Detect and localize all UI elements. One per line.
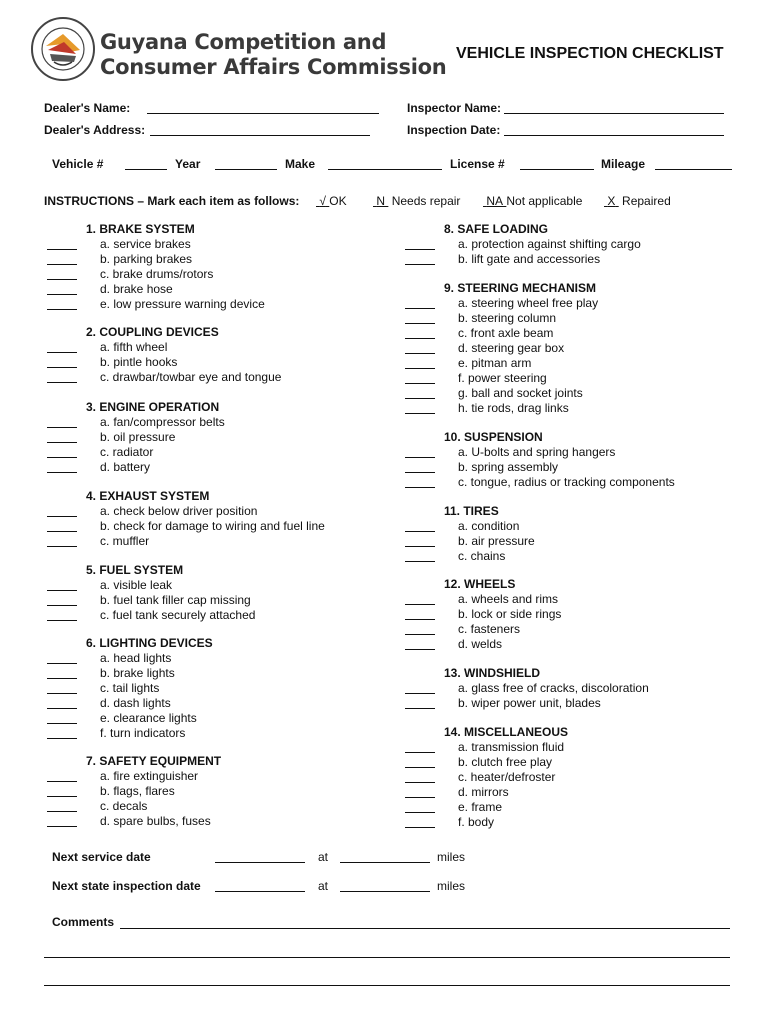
checklist-item: b. steering column (458, 311, 557, 325)
checklist-mark-blank[interactable] (405, 604, 435, 605)
section-title: 9. STEERING MECHANISM (444, 281, 597, 295)
next-state-date-field[interactable] (215, 891, 305, 892)
document-title: VEHICLE INSPECTION CHECKLIST (456, 45, 724, 62)
checklist-item: a. wheels and rims (458, 592, 559, 606)
checklist-item: b. fuel tank filler cap missing (100, 593, 251, 607)
vehicle-field[interactable] (125, 169, 167, 170)
checklist-mark-blank[interactable] (405, 338, 435, 339)
checklist-item: a. check below driver position (100, 504, 258, 518)
checklist-mark-blank[interactable] (47, 472, 77, 473)
checklist-mark-blank[interactable] (47, 590, 77, 591)
checklist-mark-blank[interactable] (405, 693, 435, 694)
legend-needs-mark: N (376, 194, 386, 208)
checklist-item: h. tie rods, drag links (458, 401, 569, 415)
next-service-at: at (318, 850, 329, 864)
checklist-mark-blank[interactable] (47, 442, 77, 443)
next-service-label: Next service date (52, 850, 151, 864)
inspector-name-field[interactable] (504, 113, 724, 114)
section-title: 10. SUSPENSION (444, 430, 543, 444)
checklist-mark-blank[interactable] (47, 546, 77, 547)
checklist-item: e. clearance lights (100, 711, 197, 725)
checklist-item: a. visible leak (100, 578, 173, 592)
next-state-inspection-label: Next state inspection date (52, 879, 201, 893)
checklist-mark-blank[interactable] (47, 620, 77, 621)
checklist-item: c. tail lights (100, 681, 160, 695)
checklist-item: d. steering gear box (458, 341, 565, 355)
checklist-mark-blank[interactable] (47, 723, 77, 724)
legend-na-text: Not applicable (506, 194, 583, 208)
checklist-item: a. fire extinguisher (100, 769, 199, 783)
checklist-item: c. chains (458, 549, 506, 563)
dealers-address-label: Dealer's Address: (44, 123, 146, 137)
checklist-item: c. fasteners (458, 622, 521, 636)
checklist-item: c. decals (100, 799, 148, 813)
checklist-item: a. glass free of cracks, discoloration (458, 681, 649, 695)
checklist-mark-blank[interactable] (47, 279, 77, 280)
legend-ok (316, 194, 347, 208)
checklist-item: b. clutch free play (458, 755, 553, 769)
legend-ok-mark: √ (319, 194, 326, 208)
checklist-mark-blank[interactable] (405, 531, 435, 532)
section-title: 1. BRAKE SYSTEM (86, 222, 195, 236)
checklist-item: a. steering wheel free play (458, 296, 599, 310)
checklist-mark-blank[interactable] (47, 781, 77, 782)
checklist-mark-blank[interactable] (405, 398, 435, 399)
section-title: 3. ENGINE OPERATION (86, 400, 220, 414)
checklist-item: d. spare bulbs, fuses (100, 814, 211, 828)
checklist-item: e. low pressure warning device (100, 297, 265, 311)
org-name-line1: Guyana Competition and (100, 30, 387, 54)
checklist-item: a. condition (458, 519, 520, 533)
inspection-date-label: Inspection Date: (407, 123, 501, 137)
checklist-item: e. frame (458, 800, 503, 814)
checklist-item: d. dash lights (100, 696, 171, 710)
inspector-name-label: Inspector Name: (407, 101, 502, 115)
commission-logo (30, 16, 96, 82)
license-label: License # (450, 157, 505, 171)
checklist-mark-blank[interactable] (47, 382, 77, 383)
legend-repaired-text: Repaired (622, 194, 671, 208)
checklist-mark-blank[interactable] (47, 531, 77, 532)
checklist-item: b. parking brakes (100, 252, 193, 266)
next-state-miles: miles (437, 879, 466, 893)
checklist-item: d. brake hose (100, 282, 173, 296)
org-name-line2: Consumer Affairs Commission (100, 55, 447, 79)
legend-ok-text: OK (329, 194, 347, 208)
checklist-item: b. check for damage to wiring and fuel line (100, 519, 325, 533)
section-title: 5. FUEL SYSTEM (86, 563, 184, 577)
checklist-item: b. brake lights (100, 666, 175, 680)
license-field[interactable] (520, 169, 594, 170)
checklist-item: d. mirrors (458, 785, 509, 799)
dealers-address-field[interactable] (150, 135, 370, 136)
next-service-miles-field[interactable] (340, 862, 430, 863)
legend-needs-repair (373, 194, 460, 208)
checklist-mark-blank[interactable] (47, 663, 77, 664)
checklist-mark-blank[interactable] (47, 693, 77, 694)
checklist-mark-blank[interactable] (47, 264, 77, 265)
checklist-item: a. transmission fluid (458, 740, 565, 754)
checklist-mark-blank[interactable] (47, 249, 77, 250)
checklist-mark-blank[interactable] (47, 516, 77, 517)
legend-needs-text: Needs repair (391, 194, 461, 208)
section-title: 11. TIRES (444, 504, 499, 518)
checklist-mark-blank[interactable] (405, 472, 435, 473)
comments-label: Comments (52, 915, 115, 929)
vehicle-label: Vehicle # (52, 157, 104, 171)
checklist-item: f. turn indicators (100, 726, 186, 740)
section-title: 6. LIGHTING DEVICES (86, 636, 213, 650)
checklist-mark-blank[interactable] (405, 767, 435, 768)
section-title: 2. COUPLING DEVICES (86, 325, 219, 339)
checklist-item: c. radiator (100, 445, 154, 459)
checklist-mark-blank[interactable] (47, 427, 77, 428)
checklist-item: b. pintle hooks (100, 355, 178, 369)
checklist-mark-blank[interactable] (405, 487, 435, 488)
legend-x-mark: X (607, 194, 616, 208)
checklist-item: a. service brakes (100, 237, 191, 251)
checklist-mark-blank[interactable] (405, 827, 435, 828)
checklist-item: d. battery (100, 460, 151, 474)
checklist-item: b. wiper power unit, blades (458, 696, 601, 710)
checklist-item: a. fan/compressor belts (100, 415, 225, 429)
comments-line-2[interactable] (44, 957, 730, 958)
checklist-mark-blank[interactable] (405, 797, 435, 798)
checklist-mark-blank[interactable] (47, 309, 77, 310)
year-label: Year (175, 157, 201, 171)
make-field[interactable] (328, 169, 442, 170)
checklist-mark-blank[interactable] (47, 708, 77, 709)
checklist-item: a. protection against shifting cargo (458, 237, 641, 251)
checklist-mark-blank[interactable] (405, 782, 435, 783)
checklist-item: b. lift gate and accessories (458, 252, 601, 266)
checklist-mark-blank[interactable] (405, 619, 435, 620)
checklist-mark-blank[interactable] (405, 383, 435, 384)
checklist-mark-blank[interactable] (405, 457, 435, 458)
org-name (100, 30, 446, 80)
dealers-name-field[interactable] (147, 113, 379, 114)
checklist-item: a. head lights (100, 651, 172, 665)
checklist-item: c. tongue, radius or tracking components (458, 475, 675, 489)
mileage-field[interactable] (655, 169, 732, 170)
checklist-mark-blank[interactable] (405, 249, 435, 250)
checklist-mark-blank[interactable] (405, 812, 435, 813)
checklist-mark-blank[interactable] (405, 649, 435, 650)
next-state-miles-field[interactable] (340, 891, 430, 892)
checklist-mark-blank[interactable] (405, 308, 435, 309)
checklist-mark-blank[interactable] (405, 708, 435, 709)
checklist-item: e. pitman arm (458, 356, 532, 370)
year-field[interactable] (215, 169, 277, 170)
checklist-mark-blank[interactable] (47, 352, 77, 353)
checklist-mark-blank[interactable] (47, 457, 77, 458)
dealers-name-label: Dealer's Name: (44, 101, 131, 115)
checklist-mark-blank[interactable] (47, 294, 77, 295)
checklist-mark-blank[interactable] (405, 353, 435, 354)
section-title: 14. MISCELLANEOUS (444, 725, 569, 739)
checklist-item: b. flags, flares (100, 784, 175, 798)
checklist-item: g. ball and socket joints (458, 386, 583, 400)
section-title: 7. SAFETY EQUIPMENT (86, 754, 222, 768)
checklist-mark-blank[interactable] (405, 561, 435, 562)
next-service-date-field[interactable] (215, 862, 305, 863)
checklist-mark-blank[interactable] (405, 634, 435, 635)
checklist-mark-blank[interactable] (47, 826, 77, 827)
checklist-mark-blank[interactable] (47, 811, 77, 812)
checklist-item: a. fifth wheel (100, 340, 168, 354)
section-title: 12. WHEELS (444, 577, 516, 591)
inspection-date-field[interactable] (504, 135, 724, 136)
checklist-item: f. power steering (458, 371, 547, 385)
mileage-label: Mileage (601, 157, 646, 171)
next-state-at: at (318, 879, 329, 893)
checklist-item: c. fuel tank securely attached (100, 608, 256, 622)
checklist-item: c. muffler (100, 534, 150, 548)
checklist-item: c. heater/defroster (458, 770, 556, 784)
legend-not-applicable (483, 194, 582, 208)
comments-line-1[interactable] (120, 928, 730, 929)
checklist-item: f. body (458, 815, 495, 829)
section-title: 4. EXHAUST SYSTEM (86, 489, 210, 503)
legend-na-mark: NA (486, 194, 504, 208)
checklist-item: b. lock or side rings (458, 607, 562, 621)
checklist-item: a. U-bolts and spring hangers (458, 445, 616, 459)
checklist-mark-blank[interactable] (47, 367, 77, 368)
checklist-mark-blank[interactable] (405, 413, 435, 414)
checklist-mark-blank[interactable] (405, 546, 435, 547)
next-service-miles: miles (437, 850, 466, 864)
checklist-item: b. oil pressure (100, 430, 176, 444)
checklist-mark-blank[interactable] (47, 796, 77, 797)
legend-repaired (604, 194, 671, 208)
checklist-mark-blank[interactable] (47, 678, 77, 679)
checklist-mark-blank[interactable] (47, 738, 77, 739)
checklist-item: d. welds (458, 637, 503, 651)
checklist-mark-blank[interactable] (405, 752, 435, 753)
instructions-label: INSTRUCTIONS – Mark each item as follows: (44, 194, 300, 208)
section-title: 13. WINDSHIELD (444, 666, 541, 680)
checklist-mark-blank[interactable] (405, 368, 435, 369)
checklist-mark-blank[interactable] (405, 323, 435, 324)
checklist-item: b. spring assembly (458, 460, 559, 474)
section-title: 8. SAFE LOADING (444, 222, 549, 236)
checklist-mark-blank[interactable] (47, 605, 77, 606)
checklist-item: c. drawbar/towbar eye and tongue (100, 370, 282, 384)
make-label: Make (285, 157, 316, 171)
comments-line-3[interactable] (44, 985, 730, 986)
checklist-item: c. front axle beam (458, 326, 554, 340)
checklist-mark-blank[interactable] (405, 264, 435, 265)
checklist-item: b. air pressure (458, 534, 535, 548)
checklist-item: c. brake drums/rotors (100, 267, 214, 281)
